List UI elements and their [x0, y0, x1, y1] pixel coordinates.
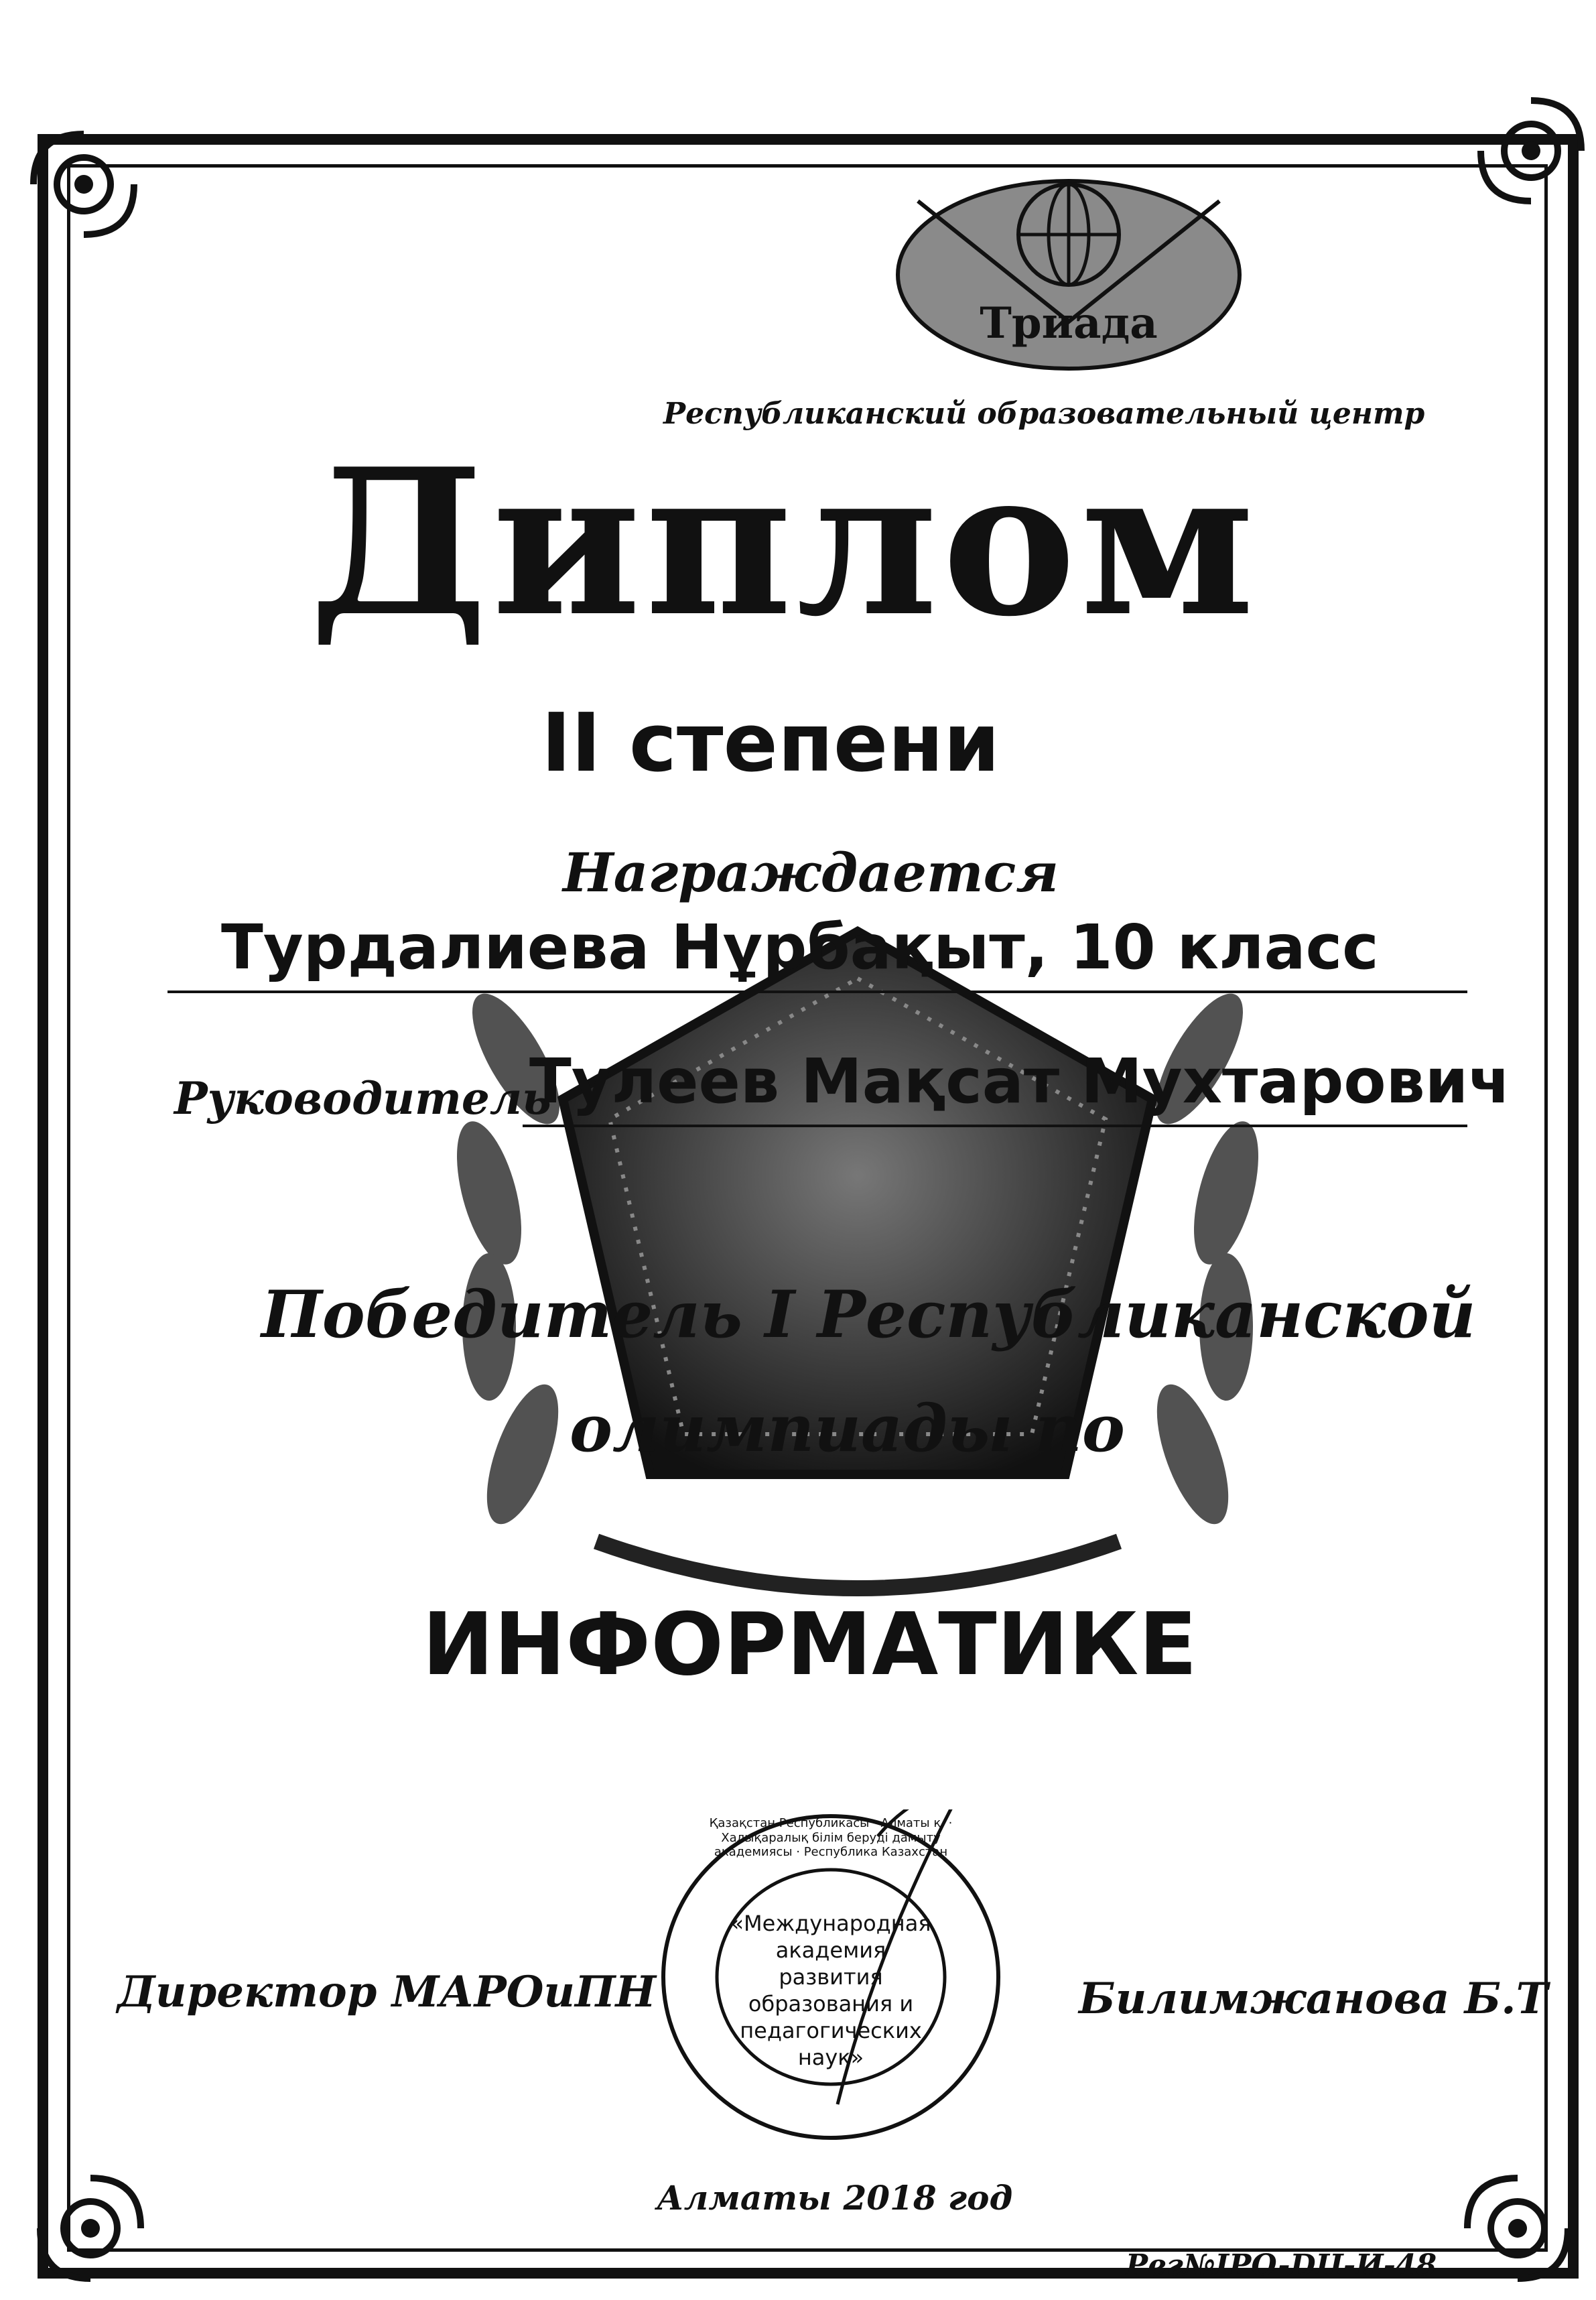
corner-ornament-icon — [20, 121, 147, 248]
official-stamp — [657, 1809, 1005, 2145]
director-title: Директор МАРОиПН — [117, 1967, 656, 2017]
stamp-center-text: «Международная академия развития образования и педагогических наук» — [730, 1911, 931, 2070]
recipient-underline — [168, 991, 1467, 993]
corner-ornament-icon — [1467, 87, 1595, 214]
stamp-ring-text: Қазақстан Республикасы · Алматы қ. · Халықаралық білім беруді дамыту академиясы · Республика Казахстан — [709, 1816, 953, 1860]
triada-logo — [891, 168, 1246, 375]
city-year: Алматы 2018 год — [657, 2178, 1013, 2218]
registration-number: Рег№IPO-DII-И-48 — [1126, 2248, 1437, 2283]
diploma-title: Диплом — [309, 424, 1259, 661]
supervisor-label: Руководитель — [174, 1072, 551, 1125]
recipient-name: Турдалиева Нұрбақыт, 10 класс — [221, 911, 1379, 983]
director-name: Билимжанова Б.Т — [1079, 1974, 1548, 2024]
awarded-label: Награждается — [563, 841, 1059, 904]
header-subtitle: Республиканский образовательный центр — [663, 397, 1425, 431]
achievement-line-2: олимпиады по — [570, 1391, 1125, 1466]
supervisor-underline — [523, 1125, 1467, 1127]
achievement-line-1: Победитель I Республиканской — [261, 1277, 1476, 1352]
supervisor-name: Тулеев Мақсат Мухтарович — [529, 1045, 1511, 1117]
corner-ornament-icon — [1454, 2165, 1581, 2292]
diploma-degree: II степени — [541, 697, 1000, 790]
logo-name: Триада — [980, 298, 1158, 348]
subject: ИНФОРМАТИКЕ — [422, 1595, 1197, 1695]
corner-ornament-icon — [27, 2165, 154, 2292]
